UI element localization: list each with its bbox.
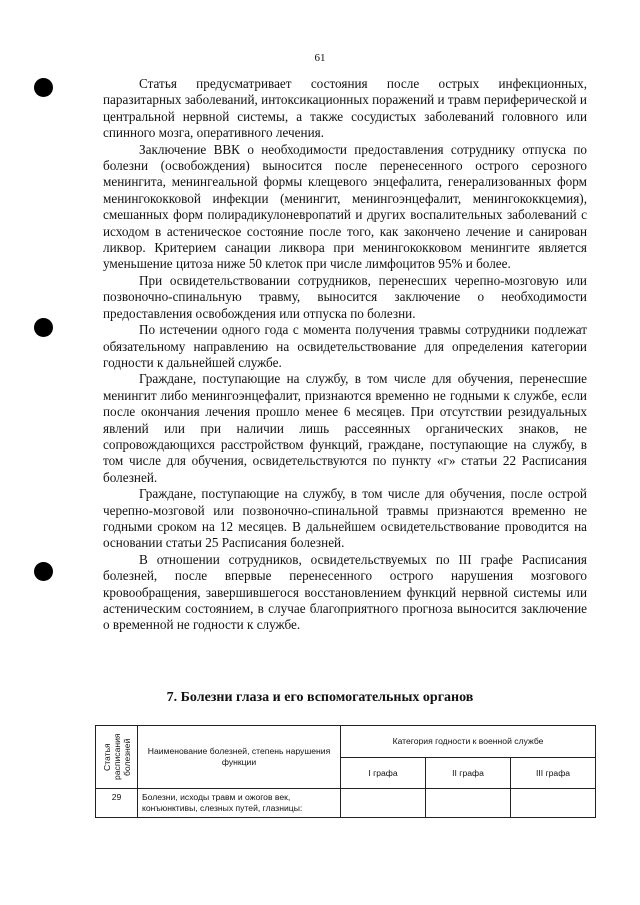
paragraph: В отношении сотрудников, освидетельствуемых по III графе Расписания болезней, после впервые перенесенного острого нарушения мозгового кровообращения, завершившегося восстановлением функций нервной системы или астеническим состоянием, в случае благоприятного прогноза выносится заключение о временной не годности к службе.	[103, 551, 587, 633]
row-graf-3-cell	[511, 789, 596, 818]
table-row	[96, 789, 596, 818]
paragraph: Граждане, поступающие на службу, в том числе для обучения, перенесшие менингит либо менингоэнцефалит, признаются временно не годными к службе, если после окончания лечения прошло менее 6 месяцев. При отсутствии резидуальных явлений или при наличии лишь рассеянных органических знаков, не сопровождающихся расстройством функций, граждане, поступающие на службу, в том числе для обучения, освидетельствуются по пункту «г» статьи 22 Расписания болезней.	[103, 371, 587, 485]
table-header-row	[96, 726, 596, 758]
binder-hole-bottom	[34, 562, 53, 581]
graf-3-header: III графа	[511, 757, 596, 789]
row-graf-2-cell	[426, 789, 511, 818]
section-title: 7. Болезни глаза и его вспомогательных органов	[166, 690, 474, 705]
paragraph: Заключение ВВК о необходимости предоставления сотруднику отпуска по болезни (освобождения) выносится после перенесенного острого серозного менингита, менингеальной формы клещевого энцефалита, генерализованных форм менингококковой инфекции (менингит, менингоэнцефалит, менингококкцемия), смешанных форм полирадикулоневропатий и других воспалительных заболеваний с исходом в астеническое состояние после того, как закончено лечение и санирован ликвор. Критерием санации ликвора при менингококковом менингите является уменьшение цитоза ниже 50 клеток при числе лимфоцитов 95% и более.	[103, 141, 587, 272]
paragraph: Статья предусматривает состояния после острых инфекционных, паразитарных заболеваний, интоксикационных поражений и травм периферической и центральной нервной системы, а также сосудистых заболеваний головного или спинного мозга, оперативного лечения.	[103, 76, 587, 141]
article-column-header	[96, 726, 138, 789]
binder-hole-top	[34, 78, 53, 97]
body-text	[103, 76, 587, 634]
paragraph: По истечении одного года с момента получения травмы сотрудники подлежат обязательному направлению на освидетельствование для определения категории годности к дальнейшей службе.	[103, 322, 587, 370]
binder-hole-middle	[34, 318, 53, 337]
graf-2-header: II графа	[426, 757, 511, 789]
paragraph: Граждане, поступающие на службу, в том числе для обучения, после острой черепно-мозговой или позвоночно-спинальной травмы признаются временно не годными сроком на 12 месяцев. В дальнейшем освидетельствование проводится на основании статьи 25 Расписания болезней.	[103, 486, 587, 551]
row-graf-1-cell	[341, 789, 426, 818]
name-column-header: Наименование болезней, степень нарушения функции	[138, 726, 341, 789]
row-article-number: 29	[96, 789, 138, 818]
row-description: Болезни, исходы травм и ожогов век, конъюнктивы, слезных путей, глазницы:	[138, 789, 341, 818]
category-column-header: Категория годности к военной службе	[341, 726, 596, 758]
graf-1-header: I графа	[341, 757, 426, 789]
page-number: 61	[314, 52, 326, 64]
paragraph: При освидетельствовании сотрудников, перенесших черепно-мозговую или позвоночно-спинальную травму, выносится заключение о необходимости предоставления освобождения или отпуска по болезни.	[103, 272, 587, 321]
article-column-label: Статья расписания болезней	[101, 733, 132, 781]
disease-category-table	[95, 725, 596, 818]
